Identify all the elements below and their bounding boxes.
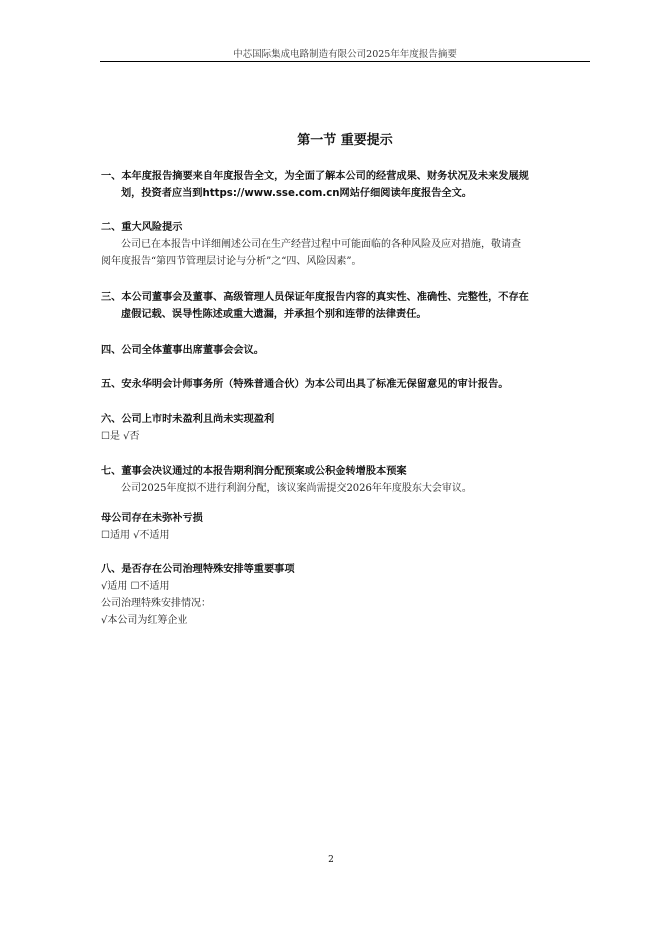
section-2-line-1: 公司已在本报告中详细阐述公司在生产经营过程中可能面临的各种风险及应对措施，敬请查 xyxy=(121,239,521,250)
page-header: 中芯国际集成电路制造有限公司2025年年度报告摘要 xyxy=(233,49,457,60)
section-6-heading: 六、公司上市时未盈利且尚未实现盈利 xyxy=(101,414,275,425)
section-3 xyxy=(101,289,591,323)
section-6-options: ☐是 √否 xyxy=(101,431,140,442)
section-2-body xyxy=(101,236,591,270)
section-8-heading: 八、是否存在公司治理特殊安排等重要事项 xyxy=(101,564,295,575)
section-8-line-1: 公司治理特殊安排情况： xyxy=(101,598,211,609)
section-1-line-1: 一、本年度报告摘要来自年度报告全文，为全面了解本公司的经营成果、财务状况及未来发展规 xyxy=(101,171,529,182)
section-7-heading: 七、董事会决议通过的本报告期利润分配预案或公积金转增股本预案 xyxy=(101,466,407,477)
section-5-heading: 五、安永华明会计师事务所（特殊普通合伙）为本公司出具了标准无保留意见的审计报告。 xyxy=(101,379,509,390)
parent-loss-options: ☐适用 √不适用 xyxy=(101,530,170,541)
section-2-line-2: 阅年度报告“第四节管理层讨论与分析”之“四、风险因素”。 xyxy=(101,256,362,267)
section-8-options: √适用 ☐不适用 xyxy=(101,581,170,592)
section-title: 第一节 重要提示 xyxy=(297,133,393,148)
section-7-text: 公司2025年度拟不进行利润分配，该议案尚需提交2026年年度股东大会审议。 xyxy=(121,483,472,494)
section-1 xyxy=(101,168,591,202)
header-divider xyxy=(100,61,590,62)
page-number: 2 xyxy=(328,855,334,865)
section-1-line-2: 划，投资者应当到https://www.sse.com.cn网站仔细阅读年度报告全文。 xyxy=(121,188,472,199)
section-4-heading: 四、公司全体董事出席董事会会议。 xyxy=(101,345,264,356)
section-8-line-2: √本公司为红筹企业 xyxy=(101,615,188,626)
section-2-heading: 二、重大风险提示 xyxy=(101,222,183,233)
section-3-line-2: 虚假记载、误导性陈述或重大遗漏，并承担个别和连带的法律责任。 xyxy=(121,309,427,320)
section-3-line-1: 三、本公司董事会及董事、高级管理人员保证年度报告内容的真实性、准确性、完整性，不存在 xyxy=(101,292,529,303)
parent-loss-heading: 母公司存在未弥补亏损 xyxy=(101,513,203,524)
